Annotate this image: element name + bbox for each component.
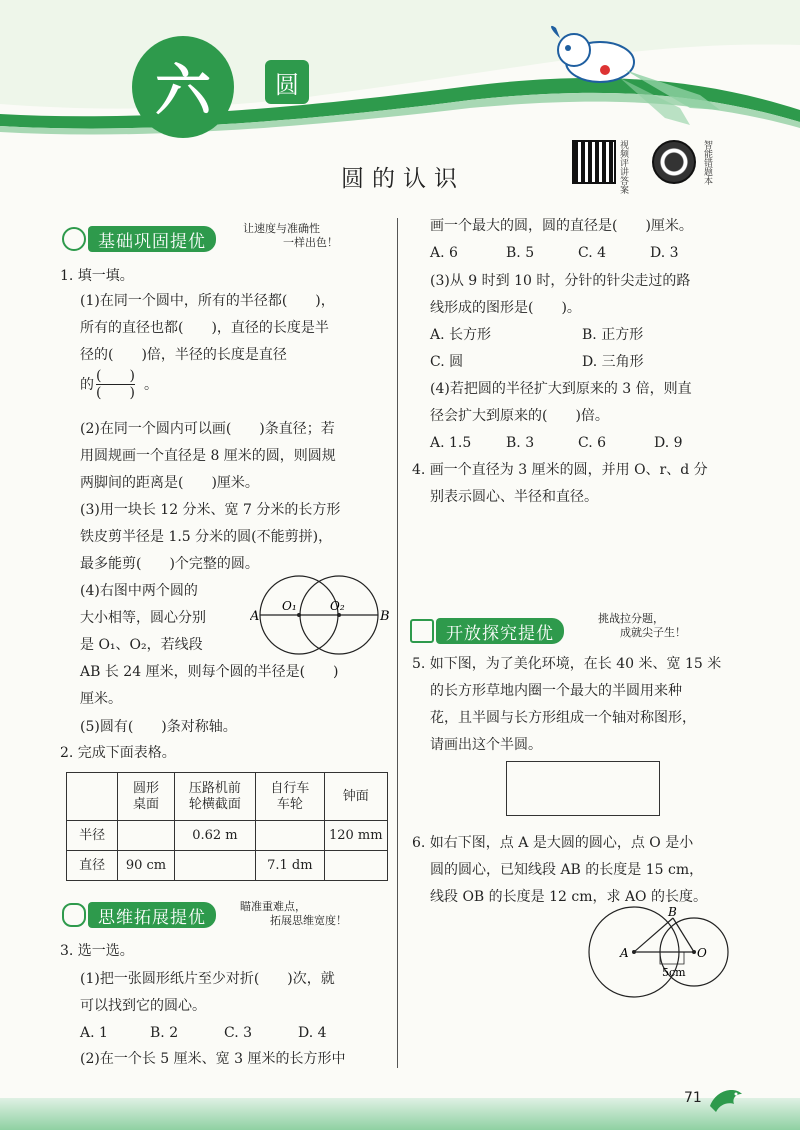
two-circles-figure-q6	[584, 906, 744, 998]
chapter-number-badge: 六	[132, 36, 234, 138]
q1-part5: (5)圆有( )条对称轴。	[80, 719, 237, 735]
fig-label-o1: O₁	[282, 599, 297, 613]
q4-line1: 4. 画一个直径为 3 厘米的圆，并用 O、r、d 分	[412, 462, 708, 478]
q1-part1-line2: 所有的直径也都( )，直径的长度是半	[80, 320, 329, 336]
footer-band	[0, 1098, 800, 1130]
q1-part4-line3: 是 O₁、O₂，若线段	[80, 637, 203, 653]
q3-p4-option-c[interactable]: C. 6	[578, 435, 607, 451]
q3-p2-option-c[interactable]: C. 4	[578, 245, 607, 261]
q3-p1-option-d[interactable]: D. 4	[298, 1025, 327, 1041]
q3-p3-option-d[interactable]: D. 三角形	[582, 354, 644, 370]
q5-line2: 的长方形草地内圈一个最大的半圆用来种	[430, 683, 682, 699]
lawn-rectangle[interactable]	[506, 761, 660, 816]
qr-code-right-icon[interactable]	[652, 140, 696, 184]
fig-label-a: A	[250, 609, 260, 624]
q1-part2-line2: 用圆规画一个直径是 8 厘米的圆，则圆规	[80, 448, 336, 464]
table-row: 半径 0.62 m 120 mm	[67, 821, 388, 851]
q3-part4-line2: 径会扩大到原来的( )倍。	[430, 408, 609, 424]
fig-label-o: O	[697, 946, 707, 960]
q1-part4-line2: 大小相等，圆心分别	[80, 610, 206, 626]
table-header-cell	[67, 773, 118, 821]
q4-line2: 别表示圆心、半径和直径。	[430, 489, 598, 505]
q5-line3: 花，且半圆与长方形组成一个轴对称图形，	[430, 710, 696, 726]
dolphin-icon	[706, 1080, 746, 1120]
ufo-icon	[62, 903, 86, 927]
section-slogan-basic: 让速度与准确性 一样出色！	[243, 222, 338, 249]
section-title-expand: 思维拓展提优	[88, 902, 216, 928]
q1-part2-line3: 两脚间的距离是( )厘米。	[80, 475, 259, 491]
qr-label-left: 视频评讲答案	[618, 140, 628, 194]
target-icon	[62, 227, 86, 251]
q1-title: 1. 填一填。	[60, 268, 134, 284]
q3-part4-line1: (4)若把圆的半径扩大到原来的 3 倍，则直	[430, 381, 692, 397]
q3-p4-option-b[interactable]: B. 3	[506, 435, 535, 451]
q3-p3-option-b[interactable]: B. 正方形	[582, 327, 644, 343]
q3-part2-line2: 画一个最大的圆，圆的直径是( )厘米。	[430, 218, 693, 234]
q3-p3-option-a[interactable]: A. 长方形	[430, 327, 492, 343]
q3-p1-option-c[interactable]: C. 3	[224, 1025, 253, 1041]
table-header-cell: 圆形 桌面	[118, 773, 174, 821]
table-header-cell: 自行车 车轮	[256, 773, 324, 821]
q3-p2-option-a[interactable]: A. 6	[430, 245, 458, 261]
two-circles-figure	[250, 572, 390, 658]
q3-part3-line2: 线形成的图形是( )。	[430, 300, 581, 316]
q1-part1-line1: (1)在同一个圆中，所有的半径都( )，	[80, 293, 335, 309]
q3-p4-option-a[interactable]: A. 1.5	[430, 435, 472, 451]
q1-part3-line2: 铁皮剪半径是 1.5 分米的圆(不能剪拼)，	[80, 529, 333, 545]
section-banner-open	[410, 618, 564, 644]
table-row: 直径 90 cm 7.1 dm	[67, 851, 388, 881]
q3-title: 3. 选一选。	[60, 943, 134, 959]
satellite-icon	[410, 619, 434, 643]
table-header-cell: 钟面	[324, 773, 387, 821]
q2-table	[66, 772, 388, 881]
section-banner-expand	[62, 902, 216, 928]
qr-code-left-icon[interactable]	[572, 140, 616, 184]
q3-part1-line2: 可以找到它的圆心。	[80, 998, 206, 1014]
fig-label-a: A	[620, 946, 629, 960]
q1-part1-line4: 的	[80, 377, 94, 393]
q6-line2: 圆的圆心，已知线段 AB 的长度是 15 cm，	[430, 862, 704, 878]
fig-label-b: B	[668, 906, 677, 919]
q5-line1: 5. 如下图，为了美化环境，在长 40 米、宽 15 米	[412, 656, 722, 672]
fig-label-length: 5cm	[662, 966, 686, 979]
q1-part3-line1: (3)用一块长 12 分米、宽 7 分米的长方形	[80, 502, 341, 518]
qr-label-right: 智能错题本	[702, 140, 712, 185]
q2-title: 2. 完成下面表格。	[60, 745, 176, 761]
q3-part1-line1: (1)把一张圆形纸片至少对折( )次，就	[80, 971, 335, 987]
section-banner-basic	[62, 226, 216, 252]
q5-line4: 请画出这个半圆。	[430, 737, 542, 753]
page-title: 圆的认识	[341, 166, 465, 192]
q6-line1: 6. 如右下图，点 A 是大圆的圆心，点 O 是小	[412, 835, 694, 851]
section-slogan-expand: 瞄准重难点， 拓展思维宽度！	[240, 900, 347, 927]
q1-fraction: ( ) ( )	[96, 368, 135, 401]
section-slogan-open: 挑战拉分题， 成就尖子生！	[598, 612, 686, 639]
q3-p2-option-d[interactable]: D. 3	[650, 245, 679, 261]
q1-fraction-tail: 。	[144, 377, 158, 393]
q1-part1-line3: 径的( )倍，半径的长度是直径	[80, 347, 287, 363]
q3-p1-option-b[interactable]: B. 2	[150, 1025, 179, 1041]
chapter-name: 圆	[265, 60, 309, 104]
fig-label-b: B	[380, 609, 390, 624]
fig-label-o2: O₂	[330, 599, 345, 613]
q1-part4-line4: AB 长 24 厘米，则每个圆的半径是( )	[80, 664, 339, 680]
q1-part4-line5: 厘米。	[80, 691, 122, 707]
q6-line3: 线段 OB 的长度是 12 cm，求 AO 的长度。	[430, 889, 707, 905]
q3-part2-line1: (2)在一个长 5 厘米、宽 3 厘米的长方形中	[80, 1051, 346, 1067]
q1-part2-line1: (2)在同一个圆内可以画( )条直径；若	[80, 421, 335, 437]
page-number: 71	[684, 1090, 702, 1106]
q1-part3-line3: 最多能剪( )个完整的圆。	[80, 556, 259, 572]
q3-p3-option-c[interactable]: C. 圆	[430, 354, 464, 370]
table-header-cell: 压路机前 轮横截面	[174, 773, 256, 821]
q3-part3-line1: (3)从 9 时到 10 时，分针的针尖走过的路	[430, 273, 691, 289]
section-title-open: 开放探究提优	[436, 618, 564, 644]
q3-p1-option-a[interactable]: A. 1	[80, 1025, 108, 1041]
header-band	[0, 0, 800, 150]
column-divider	[397, 218, 398, 1068]
section-title-basic: 基础巩固提优	[88, 226, 216, 252]
q3-p2-option-b[interactable]: B. 5	[506, 245, 535, 261]
q3-p4-option-d[interactable]: D. 9	[654, 435, 683, 451]
q1-part4-line1: (4)右图中两个圆的	[80, 583, 198, 599]
